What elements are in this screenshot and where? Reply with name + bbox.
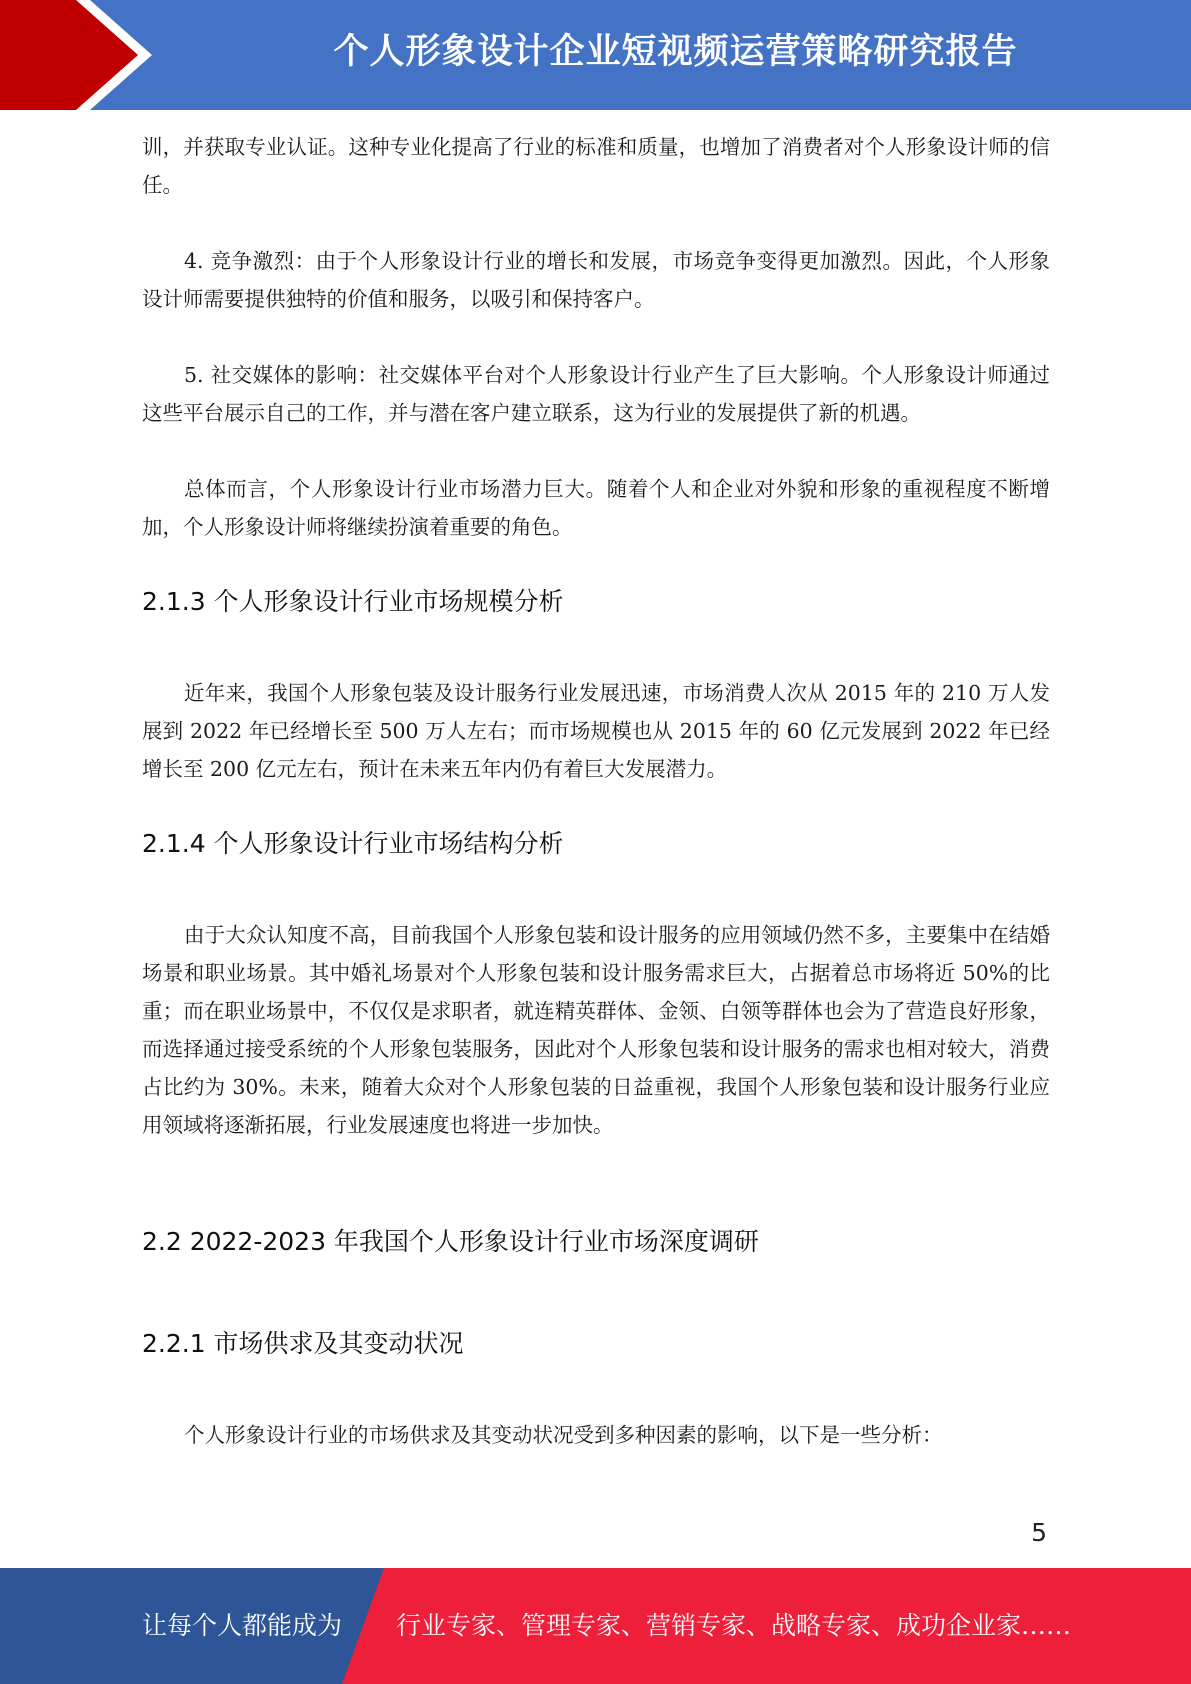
header-chevron-icon [0, 0, 140, 110]
paragraph-2-1-4: 由于大众认知度不高，目前我国个人形象包装和设计服务的应用领域仍然不多，主要集中在结婚场景和职业场景。其中婚礼场景对个人形象包装和设计服务需求巨大，占据着总市场将近 50%的比重；而在职业场景中，不仅仅是求职者，就连精英群体、金领、白领等群体也会为了营造良好形象，而选择通过接受系统的个人形象包装服务，因此对个人形象包装和设计服务的需求也相对较大，消费占比约为 30%。未来，随着大众对个人形象包装的日益重视，我国个人形象包装和设计服务行业应用领域将逐渐拓展，行业发展速度也将进一步加快。 [142, 923, 1050, 1137]
paragraph-point-5: 5. 社交媒体的影响：社交媒体平台对个人形象设计行业产生了巨大影响。个人形象设计师通过这些平台展示自己的工作，并与潜在客户建立联系，这为行业的发展提供了新的机遇。 [142, 363, 1050, 425]
footer-slogan-left: 让每个人都能成为 [142, 1611, 343, 1640]
paragraph-2-2-1: 个人形象设计行业的市场供求及其变动状况受到多种因素的影响，以下是一些分析： [184, 1423, 943, 1447]
paragraph-intro: 训，并获取专业认证。这种专业化提高了行业的标准和质量，也增加了消费者对个人形象设计师的信任。 [142, 135, 1050, 197]
page-number: 5 [1031, 1518, 1047, 1547]
paragraph-summary: 总体而言，个人形象设计行业市场潜力巨大。随着个人和企业对外貌和形象的重视程度不断增加，个人形象设计师将继续扮演着重要的角色。 [142, 477, 1050, 539]
page-content [142, 128, 1050, 1454]
paragraph-2-1-3: 近年来，我国个人形象包装及设计服务行业发展迅速，市场消费人次从 2015 年的 210 万人发展到 2022 年已经增长至 500 万人左右；而市场规模也从 2015 年的 60 亿元发展到 2022 年已经增长至 200 亿元左右，预计在未来五年内仍有着巨大发展潜力。 [142, 681, 1050, 781]
page-header [0, 0, 1191, 110]
section-heading-2-1-4: 2.1.4 个人形象设计行业市场结构分析 [142, 829, 564, 858]
section-heading-2-2: 2.2 2022-2023 年我国个人形象设计行业市场深度调研 [142, 1227, 759, 1256]
section-heading-2-2-1: 2.2.1 市场供求及其变动状况 [142, 1329, 464, 1358]
paragraph-point-4: 4. 竞争激烈：由于个人形象设计行业的增长和发展，市场竞争变得更加激烈。因此，个人形象设计师需要提供独特的价值和服务，以吸引和保持客户。 [142, 249, 1050, 311]
report-title: 个人形象设计企业短视频运营策略研究报告 [333, 32, 1018, 72]
page-footer [0, 1568, 1191, 1684]
footer-slogan-right: 行业专家、管理专家、营销专家、战略专家、成功企业家…… [396, 1611, 1072, 1640]
section-heading-2-1-3: 2.1.3 个人形象设计行业市场规模分析 [142, 587, 564, 616]
